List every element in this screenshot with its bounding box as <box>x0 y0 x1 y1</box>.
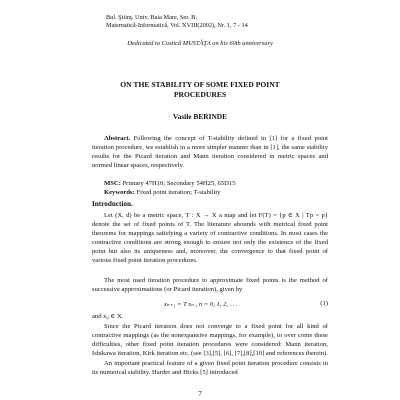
paper-title <box>0 80 400 100</box>
keywords-line <box>92 188 328 197</box>
abstract-text: Following the concept of T-stability defined in [1] for a fixed point iteration procedure, we establish in a more simpler manner than in [1], the same stability results for the Picard iteration and Mann iteration considered in metric spaces and normed linear spaces, respectively. <box>92 135 328 170</box>
author-name: Vasile BERINDE <box>172 112 228 121</box>
journal-header-line2: Matematică-Informatică, Vol. XVIII(2002), Nr. 1, 7 - 14 <box>106 22 248 29</box>
section-heading-introduction: Introduction. <box>92 200 133 208</box>
and-line: and x₀ ∈ X. <box>92 313 124 320</box>
equation-number: (1) <box>320 300 328 307</box>
paragraph-1: Let (X, d) be a metric space, T : X → X a map and let F(T) = {p ∈ X | Tp = p} denote the set of fixed points of T. The literature abounds with metrical fixed point theorems for mappings satisfying a variety of contractive conditions. In most cases the contractive conditions are strong enough to ensure not only the existence of the fixed point but also its uniqueness and, moreover, the convergence to that fixed point of various fixed point iteration procedures. <box>92 212 328 265</box>
journal-header-line1: Bul. Ştiinţ. Univ. Baia Mare, Ser. B, <box>106 14 197 21</box>
title-line1: ON THE STABILITY OF SOME FIXED POINT <box>120 80 280 89</box>
dedication: Dedicated to Costică MUSTĂŢA on his 60th anniversary <box>127 40 273 47</box>
page-number: 7 <box>198 390 202 398</box>
keywords-label: Keywords: <box>104 189 135 196</box>
paragraph-4: An important practical feature of a given fixed point iteration procedure consists in its numerical stability. Harder and Hicks [5] introduced <box>92 360 328 377</box>
abstract-label: Abstract. <box>104 135 131 142</box>
msc-text: Primary 47H10; Secondary 54H25, 65D15 <box>122 180 236 187</box>
msc-line <box>92 179 328 188</box>
equation-body: xₙ₊₁ = T xₙ , n = 0, 1, 2, . . . <box>164 301 238 308</box>
msc-label: MSC: <box>104 180 121 187</box>
abstract <box>92 134 328 170</box>
title-line2: PROCEDURES <box>173 90 227 99</box>
keywords-text: Fixed point iteration; T-stability <box>136 189 221 196</box>
paragraph-2: The most used iteration procedure to approximate fixed points is the method of successive approximations (or Picard iteration), given by <box>92 277 328 294</box>
paragraph-3: Since the Picard iteration does not converge to a fixed point for all kind of contractive mappings (as the nonexpansive mappings, for example), to over come these difficulties, other fixed point iteration procedures were considered: Mann iteration, Ishikawa iteration, Kirk iteration etc. (see [3],[5], [6], [7],[8],[10] and references therein). <box>92 323 328 358</box>
